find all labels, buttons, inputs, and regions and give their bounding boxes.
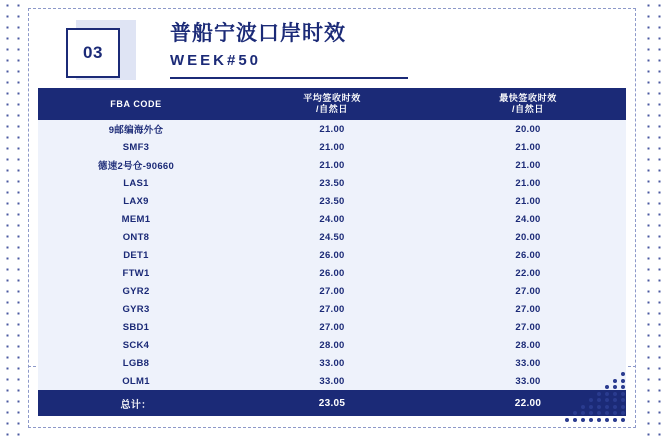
cell-avg: 26.00 — [319, 249, 345, 261]
cell-avg: 27.00 — [319, 303, 345, 315]
column-header-avg — [234, 93, 430, 115]
cell-fastest: 27.00 — [515, 285, 541, 297]
table-row — [38, 354, 626, 372]
table-total-row — [38, 390, 626, 416]
cell-code: DET1 — [123, 249, 149, 261]
cell-avg: 27.00 — [319, 321, 345, 333]
cell-avg: 24.50 — [319, 231, 345, 243]
cell-fastest: 33.00 — [515, 375, 541, 387]
cell-code: 德速2号仓-90660 — [97, 161, 175, 172]
column-header-avg-line1: 平均签收时效 — [303, 93, 361, 103]
cell-avg: 24.00 — [319, 213, 345, 225]
cell-code: SCK4 — [122, 339, 150, 351]
cell-fastest: 20.00 — [515, 231, 541, 243]
table-header-row — [38, 88, 626, 120]
table-row — [38, 138, 626, 156]
cell-code: OLM1 — [122, 375, 150, 387]
cell-code: FTW1 — [122, 267, 150, 279]
cell-fastest: 26.00 — [515, 249, 541, 261]
cell-avg: 21.00 — [319, 123, 345, 135]
table-row — [38, 246, 626, 264]
cell-fastest: 27.00 — [515, 321, 541, 333]
page-title: 普船宁波口岸时效 — [170, 22, 346, 45]
cell-avg: 23.50 — [319, 195, 345, 207]
table-row — [38, 372, 626, 390]
cell-fastest: 21.00 — [515, 141, 541, 153]
cell-code: LAX9 — [123, 195, 149, 207]
cell-avg: 28.00 — [319, 339, 345, 351]
cell-fastest: 28.00 — [515, 339, 541, 351]
section-number-badge — [66, 28, 120, 78]
column-header-fastest-line2: /自然日 — [512, 104, 544, 114]
decorative-dot-triangle — [559, 372, 629, 424]
table-row — [38, 120, 626, 138]
cell-fastest: 27.00 — [515, 303, 541, 315]
page-subtitle: WEEK#50 — [170, 48, 408, 79]
cell-avg: 21.00 — [319, 141, 345, 153]
section-number: 03 — [83, 43, 103, 62]
total-fastest: 22.00 — [514, 397, 542, 409]
column-header-fba-code-line1: FBA CODE — [110, 98, 162, 109]
cell-fastest: 21.00 — [515, 177, 541, 189]
cell-code: SMF3 — [122, 141, 150, 153]
cell-code: SBD1 — [122, 321, 150, 333]
table-row — [38, 192, 626, 210]
cell-code: LAS1 — [123, 177, 149, 189]
table-row — [38, 300, 626, 318]
title-block — [170, 20, 470, 79]
decorative-dots-left — [2, 0, 24, 438]
table-row — [38, 210, 626, 228]
cell-fastest: 33.00 — [515, 357, 541, 369]
cell-avg: 21.00 — [319, 159, 345, 171]
column-header-fba-code — [38, 99, 234, 110]
cell-fastest: 21.00 — [515, 159, 541, 171]
timeliness-table — [38, 88, 626, 416]
cell-code: 9邮编海外仓 — [108, 125, 164, 136]
cell-code: GYR3 — [122, 303, 150, 315]
cell-avg: 27.00 — [319, 285, 345, 297]
cell-avg: 33.00 — [319, 375, 345, 387]
table-row — [38, 282, 626, 300]
column-header-fastest-line1: 最快签收时效 — [499, 93, 557, 103]
cell-avg: 33.00 — [319, 357, 345, 369]
table-row — [38, 174, 626, 192]
total-label: 总计： — [120, 399, 152, 411]
cell-code: MEM1 — [121, 213, 151, 225]
table-row — [38, 228, 626, 246]
cell-code: LGB8 — [122, 357, 150, 369]
column-header-avg-line2: /自然日 — [316, 104, 348, 114]
cell-fastest: 24.00 — [515, 213, 541, 225]
column-header-fastest — [430, 93, 626, 115]
cell-fastest: 20.00 — [515, 123, 541, 135]
slide-header — [60, 14, 620, 80]
decorative-dots-right — [643, 0, 665, 438]
cell-avg: 23.50 — [319, 177, 345, 189]
cell-code: GYR2 — [122, 285, 150, 297]
table-row — [38, 318, 626, 336]
total-avg: 23.05 — [318, 397, 346, 409]
table-row — [38, 264, 626, 282]
table-row — [38, 156, 626, 174]
cell-fastest: 21.00 — [515, 195, 541, 207]
cell-fastest: 22.00 — [515, 267, 541, 279]
table-row — [38, 336, 626, 354]
cell-avg: 26.00 — [319, 267, 345, 279]
table-body — [38, 120, 626, 390]
cell-code: ONT8 — [122, 231, 150, 243]
